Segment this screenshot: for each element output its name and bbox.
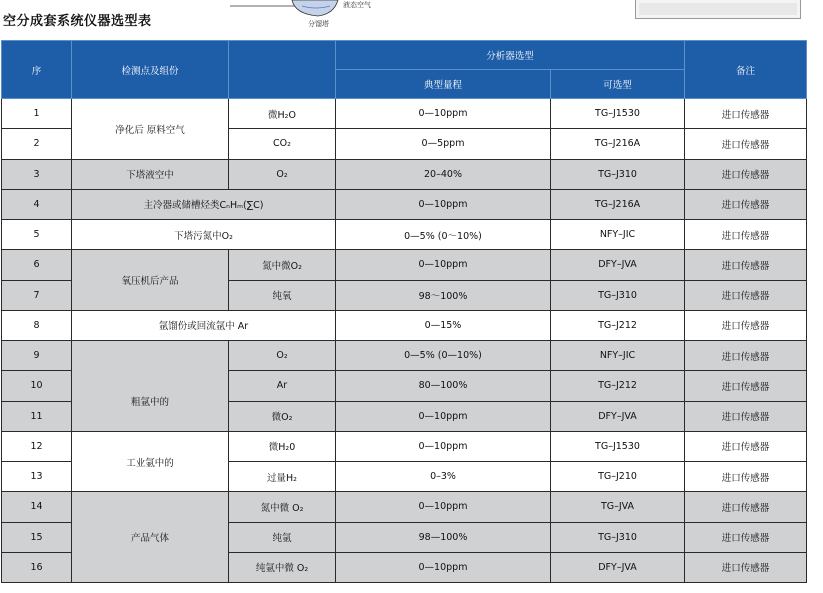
- cell-remark: 进口传感器: [685, 522, 807, 552]
- equipment-photo: [635, 0, 801, 19]
- table-row: [2, 310, 807, 340]
- cell-remark: 进口传感器: [685, 462, 807, 492]
- cell-remark: 进口传感器: [685, 129, 807, 159]
- cell-remark: 进口传感器: [685, 250, 807, 280]
- cell-group: 粗氩中的: [72, 341, 229, 432]
- table-row: [2, 220, 807, 250]
- cell-group: 氧压机后产品: [72, 250, 229, 311]
- cell-no: 16: [2, 552, 72, 582]
- cell-no: 9: [2, 341, 72, 371]
- cell-no: 11: [2, 401, 72, 431]
- cell-model: DFY–JVA: [551, 552, 685, 582]
- cell-remark: 进口传感器: [685, 401, 807, 431]
- table-row: [2, 250, 807, 280]
- cell-remark: 进口传感器: [685, 492, 807, 522]
- cell-range: 0—10ppm: [336, 401, 551, 431]
- table-row: [2, 492, 807, 522]
- cell-range: 98～100%: [336, 280, 551, 310]
- cell-range: 0—10ppm: [336, 552, 551, 582]
- header-range: 典型量程: [336, 70, 551, 99]
- cell-component: 纯氧: [229, 280, 336, 310]
- cell-model: NFY–JIC: [551, 220, 685, 250]
- cell-range: 0—5% (0—10%): [336, 341, 551, 371]
- header-point: 检测点及组份: [72, 41, 229, 99]
- cell-model: TG–J1530: [551, 99, 685, 129]
- cell-range: 0—10ppm: [336, 99, 551, 129]
- cell-model: DFY–JVA: [551, 401, 685, 431]
- cell-component: CO₂: [229, 129, 336, 159]
- cell-no: 15: [2, 522, 72, 552]
- cell-group: 氩馏份或回流氩中 Ar: [72, 310, 336, 340]
- header-remark: 备注: [685, 41, 807, 99]
- cell-remark: 进口传感器: [685, 341, 807, 371]
- cell-model: TG–J212: [551, 310, 685, 340]
- fractionation-tower-diagram: [230, 0, 380, 30]
- header-component: [229, 41, 336, 99]
- cell-range: 20–40%: [336, 159, 551, 189]
- table-row: [2, 341, 807, 371]
- cell-model: TG–J310: [551, 280, 685, 310]
- cell-model: TG–J216A: [551, 129, 685, 159]
- diagram-caption-tower: 分馏塔: [308, 20, 329, 28]
- cell-model: TG–J212: [551, 371, 685, 401]
- cell-range: 0—10ppm: [336, 250, 551, 280]
- cell-group: 下塔液空中: [72, 159, 229, 189]
- cell-group: 产品气体: [72, 492, 229, 583]
- cell-remark: 进口传感器: [685, 371, 807, 401]
- cell-no: 12: [2, 431, 72, 461]
- cell-component: 氮中微 O₂: [229, 492, 336, 522]
- cell-range: 0—10ppm: [336, 492, 551, 522]
- cell-component: 氮中微O₂: [229, 250, 336, 280]
- cell-no: 7: [2, 280, 72, 310]
- cell-component: 微H₂0: [229, 431, 336, 461]
- cell-remark: 进口传感器: [685, 99, 807, 129]
- cell-range: 0—10ppm: [336, 431, 551, 461]
- cell-range: 98—100%: [336, 522, 551, 552]
- cell-remark: 进口传感器: [685, 431, 807, 461]
- cell-remark: 进口传感器: [685, 310, 807, 340]
- diagram-caption-liquid-air: 液态空气: [343, 1, 371, 9]
- table-row: [2, 431, 807, 461]
- cell-model: TG–J210: [551, 462, 685, 492]
- cell-remark: 进口传感器: [685, 280, 807, 310]
- cell-range: 80—100%: [336, 371, 551, 401]
- cell-range: 0—5% (0～10%): [336, 220, 551, 250]
- cell-group: 下塔污氮中O₂: [72, 220, 336, 250]
- header-analyzer: 分析器选型: [336, 41, 685, 70]
- cell-range: 0—10ppm: [336, 189, 551, 219]
- cell-model: NFY–JIC: [551, 341, 685, 371]
- cell-range: 0—5ppm: [336, 129, 551, 159]
- cell-component: O₂: [229, 159, 336, 189]
- cell-component: 纯氩中微 O₂: [229, 552, 336, 582]
- cell-no: 4: [2, 189, 72, 219]
- cell-component: 微H₂O: [229, 99, 336, 129]
- cell-no: 6: [2, 250, 72, 280]
- cell-range: 0–3%: [336, 462, 551, 492]
- instrument-selection-table: [1, 40, 807, 583]
- cell-no: 1: [2, 99, 72, 129]
- table-row: [2, 99, 807, 129]
- cell-component: 微O₂: [229, 401, 336, 431]
- cell-group: 主冷器或储槽烃类CₙHₘ(∑C): [72, 189, 336, 219]
- cell-no: 8: [2, 310, 72, 340]
- cell-remark: 进口传感器: [685, 220, 807, 250]
- cell-remark: 进口传感器: [685, 159, 807, 189]
- header-seq: 序: [2, 41, 72, 99]
- cell-component: Ar: [229, 371, 336, 401]
- cell-group: 净化后 原料空气: [72, 99, 229, 160]
- cell-model: TG–J1530: [551, 431, 685, 461]
- table-row: [2, 159, 807, 189]
- cell-no: 13: [2, 462, 72, 492]
- cell-no: 14: [2, 492, 72, 522]
- cell-remark: 进口传感器: [685, 189, 807, 219]
- cell-group: 工业氩中的: [72, 431, 229, 492]
- cell-component: 纯氩: [229, 522, 336, 552]
- table-row: [2, 189, 807, 219]
- cell-no: 10: [2, 371, 72, 401]
- page-title: 空分成套系统仪器选型表: [3, 14, 152, 29]
- cell-model: TG–J310: [551, 522, 685, 552]
- cell-model: DFY–JVA: [551, 250, 685, 280]
- header-model: 可选型: [551, 70, 685, 99]
- cell-model: TG–J310: [551, 159, 685, 189]
- cell-component: O₂: [229, 341, 336, 371]
- cell-no: 2: [2, 129, 72, 159]
- cell-no: 3: [2, 159, 72, 189]
- cell-model: TG–JVA: [551, 492, 685, 522]
- cell-model: TG–J216A: [551, 189, 685, 219]
- cell-range: 0—15%: [336, 310, 551, 340]
- cell-remark: 进口传感器: [685, 552, 807, 582]
- cell-component: 过量H₂: [229, 462, 336, 492]
- cell-no: 5: [2, 220, 72, 250]
